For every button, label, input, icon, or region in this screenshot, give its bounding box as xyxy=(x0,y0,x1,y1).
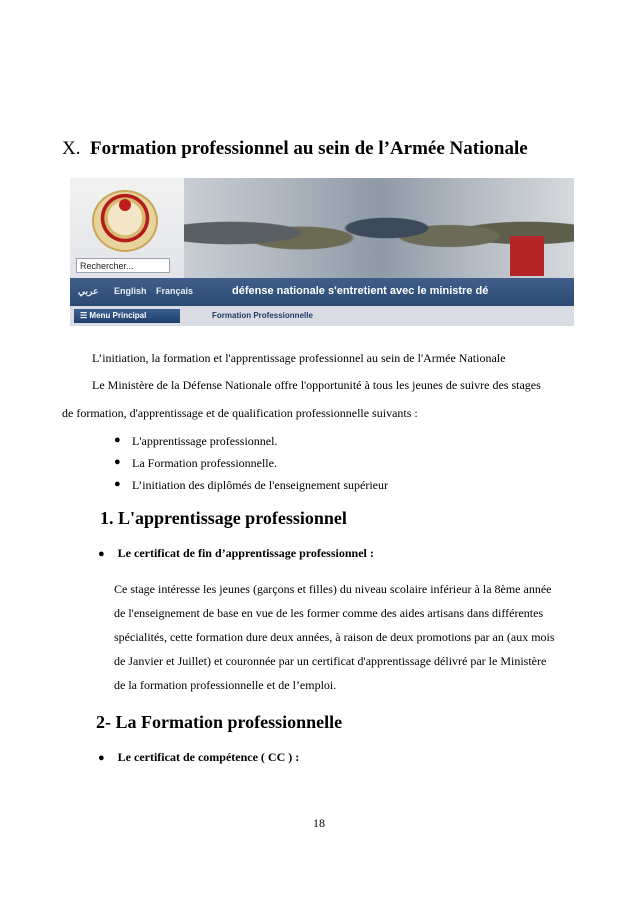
bullet-icon: ● xyxy=(114,456,121,468)
section-title xyxy=(62,138,528,160)
lang-french: Français xyxy=(156,286,194,296)
banner-nav-bar xyxy=(70,278,574,306)
lang-arabic: عربي xyxy=(78,286,99,296)
subsection-2-heading: 2- La Formation professionnelle xyxy=(96,712,343,732)
paragraph-line: Ce stage intéresse les jeunes (garçons et filles) du niveau scolaire inférieur à la 8ème année xyxy=(114,582,552,596)
bullet-icon: ● xyxy=(98,548,105,560)
news-ticker: défense nationale s'entretient avec le ministre dé xyxy=(232,285,489,297)
list-item: ● La Formation professionnelle. xyxy=(114,456,277,470)
website-banner-image xyxy=(70,178,574,326)
subsection-1-heading: 1. L'apprentissage professionnel xyxy=(100,508,347,528)
paragraph-line: de l'enseignement de base en vue de les former comme des aides artisans dans différentes xyxy=(114,606,544,620)
paragraph-line: spécialités, cette formation dure deux années, à raison de deux promotions par an (aux mois xyxy=(114,630,555,644)
formation-professionnelle-label: Formation Professionnelle xyxy=(212,311,313,320)
intro-line-3: de formation, d'apprentissage et de qualification professionnelle suivants : xyxy=(62,406,418,420)
banner-search-box: Rechercher... xyxy=(76,258,170,273)
paragraph-line: de la formation professionnelle et de l’emploi. xyxy=(114,678,337,692)
bullet-icon: ● xyxy=(114,434,121,446)
section-heading: Formation professionnel au sein de l’Armée Nationale xyxy=(89,138,528,159)
paragraph-line: de Janvier et Juillet) et couronnée par un certificat d'apprentissage délivré par le Ministère xyxy=(114,654,547,668)
intro-line-2: Le Ministère de la Défense Nationale offre l'opportunité à tous les jeunes de suivre des stages xyxy=(92,378,541,392)
menu-principal-tab: ☰ Menu Principal xyxy=(74,309,180,323)
section-number: X. xyxy=(62,138,81,159)
certificate-bullet-2: ● Le certificat de compétence ( CC ) : xyxy=(98,750,300,764)
list-item: ● L'apprentissage professionnel. xyxy=(114,434,278,448)
certificate-bullet-1: ● Le certificat de fin d’apprentissage professionnel : xyxy=(98,546,374,560)
bullet-icon: ● xyxy=(114,478,121,490)
equipment-cabinet xyxy=(510,236,544,276)
page-number: 18 xyxy=(313,816,325,830)
bullet-icon: ● xyxy=(98,752,105,764)
lang-english: English xyxy=(114,286,147,296)
emblem-star-icon xyxy=(119,199,131,211)
list-item: ● L’initiation des diplômés de l'enseignement supérieur xyxy=(114,478,388,492)
intro-line-1: L’initiation, la formation et l'apprentissage professionnel au sein de l'Armée Nationale xyxy=(92,351,506,365)
